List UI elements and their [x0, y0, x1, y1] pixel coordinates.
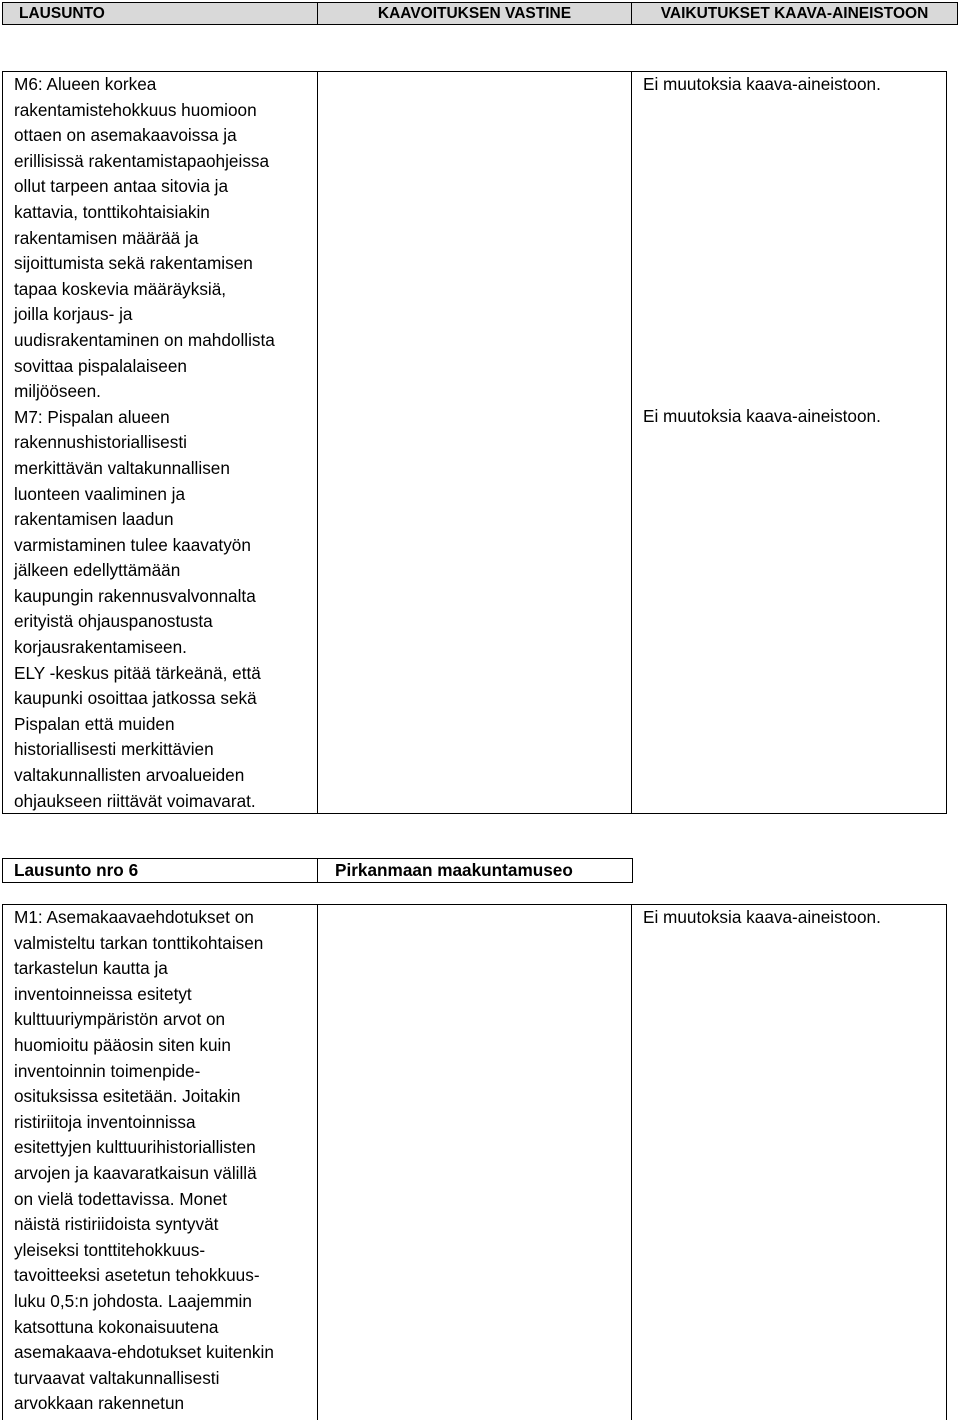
text-line: rakentamisen määrää ja: [14, 227, 199, 248]
text-line: korjausrakentamiseen.: [14, 637, 187, 658]
text-line: valtakunnallisten arvoalueiden: [14, 765, 245, 786]
text-line: on vielä todettavissa. Monet: [14, 1188, 228, 1209]
text-line: erityistä ohjauspanostusta: [14, 611, 213, 632]
text-line: ottaen on asemakaavoissa ja: [14, 125, 237, 146]
text-line: kaupungin rakennusvalvonnalta: [14, 585, 256, 606]
text-line: tavoitteeksi asetetun tehokkuus-: [14, 1265, 260, 1286]
text-line: M7: Pispalan alueen: [14, 406, 170, 427]
m7-text: [3, 405, 317, 815]
m1-text: [3, 905, 317, 1417]
text-line: M1: Asemakaavaehdotukset on: [14, 907, 254, 927]
statement-number: Lausunto nro 6: [2, 858, 318, 883]
text-line: kaupunki osoittaa jatkossa sekä: [14, 688, 257, 709]
text-line: osituksissa esitetään. Joitakin: [14, 1086, 241, 1107]
text-line: ollut tarpeen antaa sitovia ja: [14, 176, 229, 197]
text-line: sovittaa pispalalaiseen: [14, 355, 187, 376]
text-line: rakentamisen laadun: [14, 509, 174, 530]
text-line: inventoinnin toimenpide-: [14, 1060, 201, 1081]
text-line: miljööseen.: [14, 381, 101, 402]
text-line: sijoittumista sekä rakentamisen: [14, 253, 253, 274]
text-line: merkittävän valtakunnallisen: [14, 457, 230, 478]
text-line: arvokkaan rakennetun: [14, 1393, 185, 1414]
text-line: katsottuna kokonaisuutena: [14, 1316, 219, 1337]
text-line: inventoinneissa esitetyt: [14, 983, 192, 1004]
text-line: jälkeen edellyttämään: [14, 560, 181, 581]
text-line: erillisissä rakentamistapaohjeissa: [14, 150, 270, 171]
response-cell-m1: [317, 904, 632, 1420]
response-cell-m6-m7: [317, 71, 632, 814]
statement-sender: Pirkanmaan maakuntamuseo: [317, 858, 633, 883]
header-kaavoituksen-vastine: KAAVOITUKSEN VASTINE: [317, 2, 632, 25]
text-line: turvaavat valtakunnallisesti: [14, 1367, 220, 1388]
statement-cell-m1: [2, 904, 318, 1420]
text-line: M6: Alueen korkea: [14, 74, 157, 94]
text-line: asemakaava-ehdotukset kuitenkin: [14, 1342, 274, 1363]
m7-effect: Ei muutoksia kaava-aineistoon.: [643, 406, 881, 426]
text-line: joilla korjaus- ja: [14, 304, 133, 325]
text-line: kulttuuriympäristön arvot on: [14, 1009, 226, 1030]
effect-cell-m1: [631, 904, 947, 1420]
text-line: näistä ristiriidoista syntyvät: [14, 1214, 219, 1235]
text-line: esitettyjen kulttuurihistoriallisten: [14, 1137, 256, 1158]
text-line: arvojen ja kaavaratkaisun välillä: [14, 1162, 257, 1183]
text-line: luonteen vaaliminen ja: [14, 483, 186, 504]
text-line: Pispalan että muiden: [14, 713, 175, 734]
text-line: kattavia, tonttikohtaisiakin: [14, 201, 210, 222]
text-line: varmistaminen tulee kaavatyön: [14, 534, 251, 555]
text-line: yleiseksi tonttitehokkuus-: [14, 1239, 206, 1260]
m6-effect: Ei muutoksia kaava-aineistoon.: [643, 74, 881, 94]
text-line: luku 0,5:n johdosta. Laajemmin: [14, 1290, 252, 1311]
text-line: ristiriitoja inventoinnissa: [14, 1111, 196, 1132]
header-vaikutukset: VAIKUTUKSET KAAVA-AINEISTOON: [631, 2, 958, 25]
statement-cell-m6-m7: [2, 71, 318, 814]
text-line: ELY -keskus pitää tärkeänä, että: [14, 662, 261, 683]
text-line: historiallisesti merkittävien: [14, 739, 214, 760]
text-line: tapaa koskevia määräyksiä,: [14, 278, 227, 299]
text-line: tarkastelun kautta ja: [14, 958, 168, 979]
text-line: rakentamistehokkuus huomioon: [14, 99, 257, 120]
text-line: huomioitu pääosin siten kuin: [14, 1034, 231, 1055]
effect-cell-m6-m7: [631, 71, 947, 814]
text-line: rakennushistoriallisesti: [14, 432, 187, 453]
m6-text: [3, 72, 317, 405]
header-lausunto: LAUSUNTO: [2, 2, 318, 25]
text-line: uudisrakentaminen on mahdollista: [14, 329, 275, 350]
text-line: ohjaukseen riittävät voimavarat.: [14, 790, 256, 811]
text-line: valmisteltu tarkan tonttikohtaisen: [14, 932, 264, 953]
m1-effect: Ei muutoksia kaava-aineistoon.: [643, 907, 881, 927]
